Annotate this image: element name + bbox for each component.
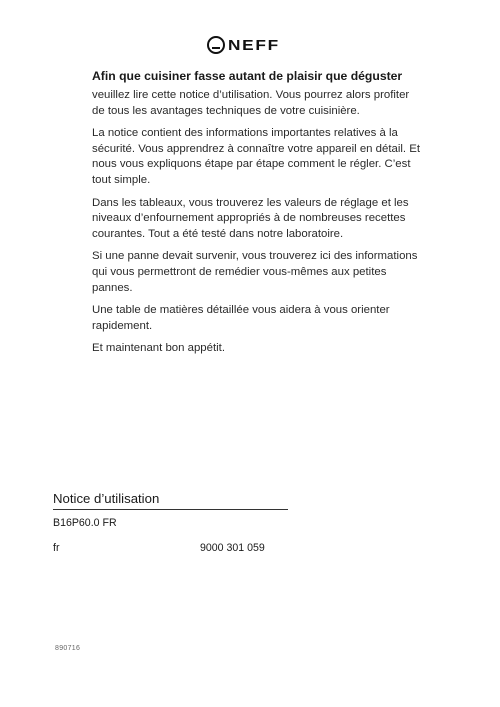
model-number: B16P60.0 FR — [53, 517, 117, 529]
manual-info — [53, 490, 288, 530]
print-code: 890716 — [55, 645, 81, 652]
intro-paragraph: La notice contient des informations importantes relatives à la sécurité. Vous apprendrez à connaître votre appareil en détail. Et nous vous expliquons étape par étape comment le régler. C’est tout simple. — [92, 127, 420, 186]
intro-section — [92, 68, 422, 364]
language-code: fr — [53, 542, 60, 554]
intro-paragraph: Dans les tableaux, vous trouverez les valeurs de réglage et les niveaux d’enfournement appropriés à de nombreuses recettes courantes. Tout a été testé dans notre laboratoire. — [92, 196, 409, 240]
neff-logo — [207, 35, 279, 55]
brand-name: NEFF — [228, 36, 280, 54]
intro-paragraph: Une table de matières détaillée vous aidera à vous orienter rapidement. — [92, 304, 390, 332]
neff-logo-icon — [207, 36, 225, 54]
intro-paragraph: veuillez lire cette notice d’utilisation. Vous pourrez alors profiter de tous les avantages techniques de votre cuisinière. — [92, 89, 410, 117]
intro-title: Afin que cuisiner fasse autant de plaisir que déguster — [92, 69, 403, 83]
manual-title: Notice d’utilisation — [53, 490, 288, 510]
document-number: 9000 301 059 — [200, 542, 265, 554]
intro-paragraph: Et maintenant bon appétit. — [92, 342, 225, 355]
intro-paragraph: Si une panne devait survenir, vous trouverez ici des informations qui vous permettront de remédier vous-mêmes aux petites pannes. — [92, 250, 418, 294]
